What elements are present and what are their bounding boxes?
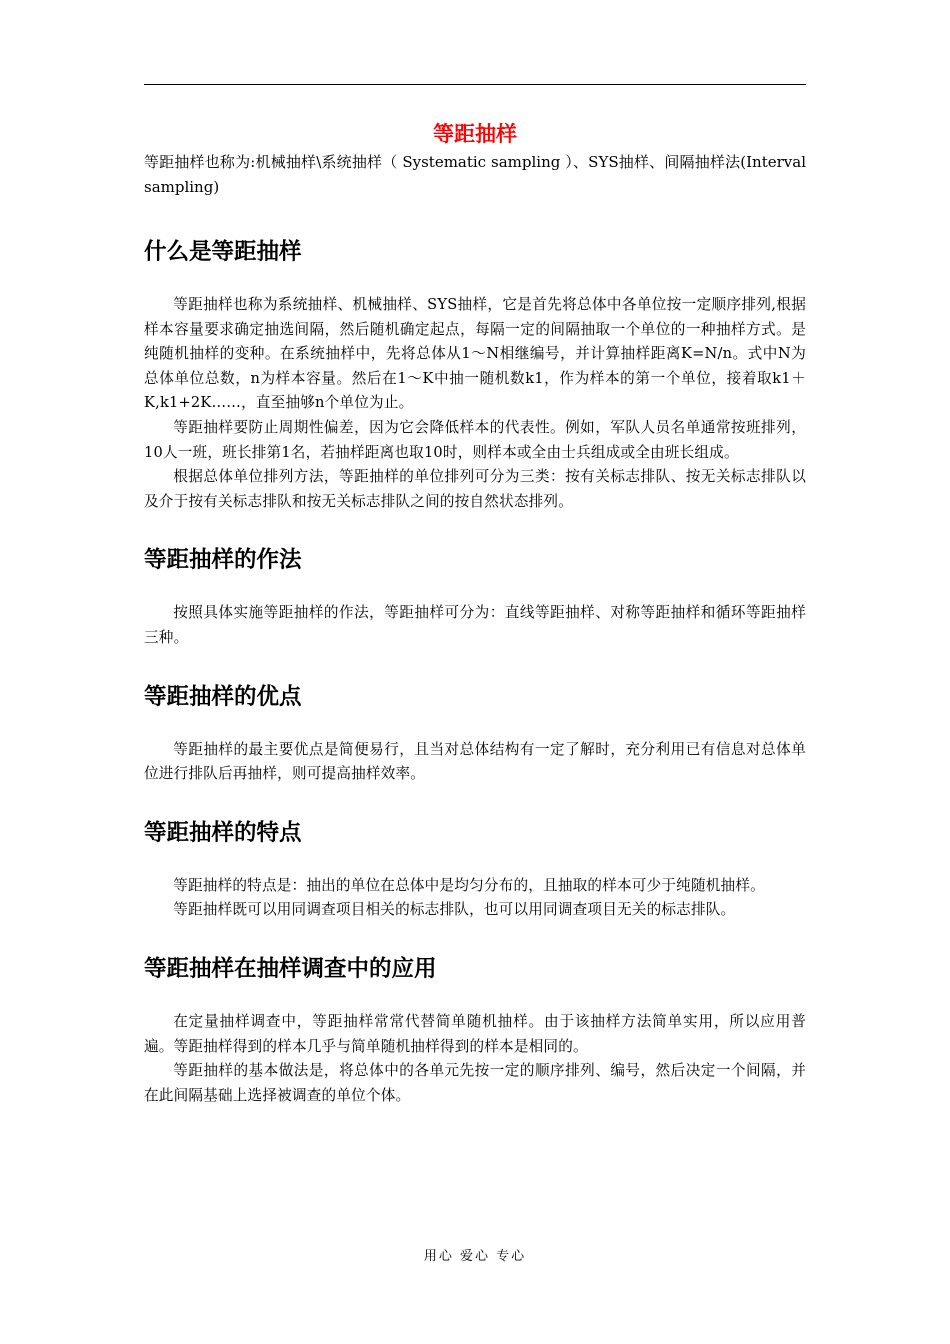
paragraph: 在定量抽样调查中，等距抽样常常代替简单随机抽样。由于该抽样方法简单实用，所以应用普遍。等距抽样得到的样本几乎与简单随机抽样得到的样本是相同的。 bbox=[144, 1012, 806, 1055]
section-heading: 等距抽样的特点 bbox=[144, 819, 302, 846]
intro-paragraph: 等距抽样也称为:机械抽样\系统抽样（ Systematic sampling ）、SYS抽样、间隔抽样法(Interval sampling) bbox=[144, 153, 806, 196]
header-rule bbox=[144, 84, 806, 85]
paragraph: 等距抽样既可以用同调查项目相关的标志排队，也可以用同调查项目无关的标志排队。 bbox=[173, 901, 736, 919]
paragraph: 根据总体单位排列方法，等距抽样的单位排列可分为三类：按有关标志排队、按无关标志排队以及介于按有关标志排队和按无关标志排队之间的按自然状态排列。 bbox=[144, 468, 806, 510]
section-applications bbox=[144, 954, 806, 1108]
section-heading: 等距抽样的作法 bbox=[144, 547, 302, 574]
section-advantages bbox=[144, 682, 806, 787]
document-body bbox=[144, 118, 806, 1108]
paragraph: 等距抽样的最主要优点是简便易行，且当对总体结构有一定了解时，充分利用已有信息对总体单位进行排队后再抽样，则可提高抽样效率。 bbox=[144, 740, 806, 783]
section-methods bbox=[144, 545, 806, 650]
paragraph: 等距抽样的特点是：抽出的单位在总体中是均匀分布的，且抽取的样本可少于纯随机抽样。 bbox=[173, 876, 765, 894]
page-footer: 用心 爱心 专心 bbox=[423, 1249, 527, 1264]
paragraph: 等距抽样要防止周期性偏差，因为它会降低样本的代表性。例如，军队人员名单通常按班排列，10人一班，班长排第1名，若抽样距离也取10时，则样本或全由士兵组成或全由班长组成。 bbox=[144, 418, 806, 461]
paragraph: 等距抽样也称为系统抽样、机械抽样、SYS抽样，它是首先将总体中各单位按一定顺序排列,根据样本容量要求确定抽选间隔，然后随机确定起点，每隔一定的间隔抽取一个单位的一种抽样方式。是纯随机抽样的变种。在系统抽样中，先将总体从1～N相继编号，并计算抽样距离K=N/n。式中N为总体单位总数，n为样本容量。然后在1～K中抽一随机数k1，作为样本的第一个单位，接着取k1＋K,k1+2K……，直至抽够n个单位为止。 bbox=[144, 296, 806, 412]
section-heading: 什么是等距抽样 bbox=[144, 239, 302, 265]
section-features bbox=[144, 818, 806, 923]
section-what-is bbox=[144, 237, 806, 514]
section-heading: 等距抽样在抽样调查中的应用 bbox=[144, 955, 437, 982]
section-heading: 等距抽样的优点 bbox=[144, 683, 302, 710]
paragraph: 按照具体实施等距抽样的作法，等距抽样可分为：直线等距抽样、对称等距抽样和循环等距抽样三种。 bbox=[144, 604, 806, 646]
document-title: 等距抽样 bbox=[433, 122, 517, 146]
paragraph: 等距抽样的基本做法是，将总体中的各单元先按一定的顺序排列、编号，然后决定一个间隔，并在此间隔基础上选择被调查的单位个体。 bbox=[144, 1062, 806, 1104]
